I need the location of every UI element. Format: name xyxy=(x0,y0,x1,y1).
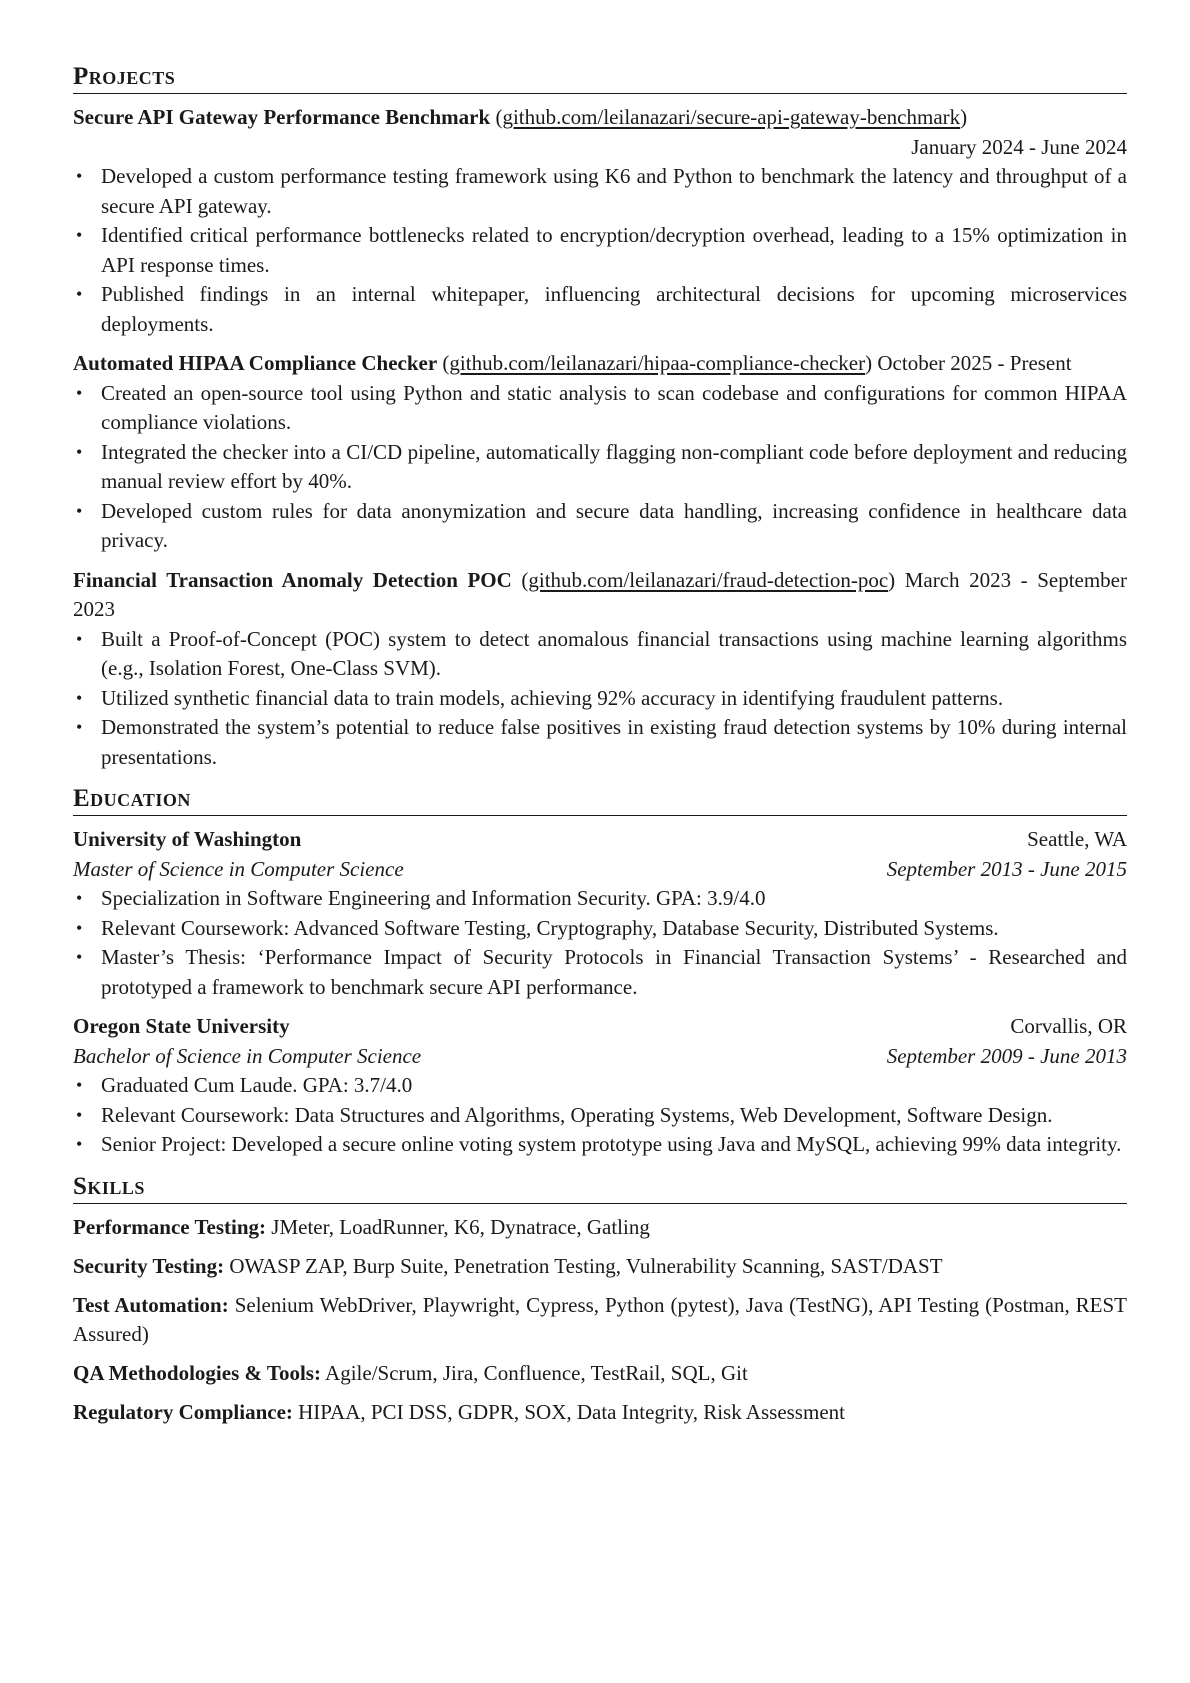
skill-row xyxy=(73,1252,1127,1282)
skill-value: HIPAA, PCI DSS, GDPR, SOX, Data Integrity, Risk Assessment xyxy=(298,1400,845,1424)
project-entry xyxy=(73,103,1127,339)
bullet-item: • Developed a custom performance testing framework using K6 and Python to benchmark the latency and throughput of a secure API gateway. xyxy=(73,162,1127,221)
project-link[interactable]: github.com/leilanazari/fraud-detection-poc xyxy=(528,567,889,592)
education-dates: September 2013 - June 2015 xyxy=(886,856,1127,881)
project-bullets xyxy=(73,162,1127,339)
education-subheader xyxy=(73,1042,1127,1072)
section-title-projects: Projects xyxy=(73,62,1127,94)
skill-row xyxy=(73,1359,1127,1389)
project-header: Financial Transaction Anomaly Detection POC (github.com/leilanazari/fraud-detection-poc) March 2023 - September 2023 xyxy=(73,567,1127,621)
project-name: Financial Transaction Anomaly Detection POC xyxy=(73,567,512,592)
section-title-skills: Skills xyxy=(73,1172,1127,1204)
project-name: Secure API Gateway Performance Benchmark xyxy=(73,105,491,129)
education-subheader xyxy=(73,855,1127,885)
project-link[interactable]: github.com/leilanazari/secure-api-gateway-benchmark xyxy=(502,105,961,129)
education-dates: September 2009 - June 2013 xyxy=(886,1043,1127,1068)
bullet-item: • Graduated Cum Laude. GPA: 3.7/4.0 xyxy=(73,1071,1127,1101)
bullet-item: • Relevant Coursework: Data Structures and Algorithms, Operating Systems, Web Development, Software Design. xyxy=(73,1101,1127,1131)
education-entry xyxy=(73,1012,1127,1160)
degree: Master of Science in Computer Science xyxy=(73,856,404,881)
projects-section xyxy=(73,62,1127,772)
education-bullets xyxy=(73,1071,1127,1160)
skill-value: Selenium WebDriver, Playwright, Cypress, Python (pytest), Java (TestNG), API Testing (Postman, REST Assured) xyxy=(73,1292,1127,1346)
project-date: October 2025 - Present xyxy=(877,351,1072,375)
project-bullets xyxy=(73,379,1127,556)
bullet-item: • Senior Project: Developed a secure online voting system prototype using Java and MySQL, achieving 99% data integrity. xyxy=(73,1130,1127,1160)
project-header: Secure API Gateway Performance Benchmark (github.com/leilanazari/secure-api-gateway-benchmark) January 2024 - June 2024 xyxy=(73,103,1127,162)
resume-page xyxy=(73,62,1127,1440)
bullet-item: • Published findings in an internal whitepaper, influencing architectural decisions for upcoming microservices deployments. xyxy=(73,280,1127,339)
project-date: March 2023 - September 2023 xyxy=(73,567,1127,621)
bullet-item: • Integrated the checker into a CI/CD pipeline, automatically flagging non-compliant code before deployment and reducing manual review effort by 40%. xyxy=(73,438,1127,497)
school-location: Seattle, WA xyxy=(1027,827,1127,851)
bullet-item: • Built a Proof-of-Concept (POC) system to detect anomalous financial transactions using machine learning algorithms (e.g., Isolation Forest, One-Class SVM). xyxy=(73,625,1127,684)
bullet-item: • Master’s Thesis: ‘Performance Impact of Security Protocols in Financial Transaction Systems’ - Researched and prototyped a framework to benchmark secure API performance. xyxy=(73,943,1127,1002)
skill-value: Agile/Scrum, Jira, Confluence, TestRail, SQL, Git xyxy=(325,1361,748,1385)
education-entry xyxy=(73,825,1127,1002)
bullet-item: • Developed custom rules for data anonymization and secure data handling, increasing confidence in healthcare data privacy. xyxy=(73,497,1127,556)
bullet-item: • Specialization in Software Engineering and Information Security. GPA: 3.9/4.0 xyxy=(73,884,1127,914)
skill-label: QA Methodologies & Tools: xyxy=(73,1361,321,1385)
bullet-item: • Created an open-source tool using Python and static analysis to scan codebase and configurations for common HIPAA compliance violations. xyxy=(73,379,1127,438)
bullet-item: • Relevant Coursework: Advanced Software Testing, Cryptography, Database Security, Distributed Systems. xyxy=(73,914,1127,944)
bullet-item: • Utilized synthetic financial data to train models, achieving 92% accuracy in identifying fraudulent patterns. xyxy=(73,684,1127,714)
project-date: January 2024 - June 2024 xyxy=(911,134,1127,159)
project-header: Automated HIPAA Compliance Checker (github.com/leilanazari/hipaa-compliance-checker) October 2025 - Present xyxy=(73,351,1072,375)
bullet-item: • Identified critical performance bottlenecks related to encryption/decryption overhead, leading to a 15% optimization in API response times. xyxy=(73,221,1127,280)
skill-row xyxy=(73,1213,1127,1243)
section-title-education: Education xyxy=(73,784,1127,816)
project-bullets xyxy=(73,625,1127,773)
school-name: University of Washington xyxy=(73,827,302,851)
school-location: Corvallis, OR xyxy=(1010,1014,1127,1038)
education-header xyxy=(73,825,1127,855)
project-name: Automated HIPAA Compliance Checker xyxy=(73,351,438,375)
skills-section xyxy=(73,1172,1127,1428)
project-link[interactable]: github.com/leilanazari/hipaa-compliance-checker xyxy=(449,351,866,375)
project-entry xyxy=(73,349,1127,556)
skill-label: Performance Testing: xyxy=(73,1214,267,1239)
skill-row xyxy=(73,1398,1127,1428)
skill-label: Test Automation: xyxy=(73,1292,229,1317)
skill-label: Security Testing: xyxy=(73,1253,225,1278)
skill-value: OWASP ZAP, Burp Suite, Penetration Testing, Vulnerability Scanning, SAST/DAST xyxy=(229,1253,943,1278)
bullet-item: • Demonstrated the system’s potential to reduce false positives in existing fraud detection systems by 10% during internal presentations. xyxy=(73,713,1127,772)
school-name: Oregon State University xyxy=(73,1014,290,1038)
degree: Bachelor of Science in Computer Science xyxy=(73,1043,422,1068)
education-header xyxy=(73,1012,1127,1042)
education-bullets xyxy=(73,884,1127,1002)
project-entry xyxy=(73,566,1127,773)
skill-row xyxy=(73,1291,1127,1350)
skill-value: JMeter, LoadRunner, K6, Dynatrace, Gatling xyxy=(271,1214,650,1239)
skill-label: Regulatory Compliance: xyxy=(73,1400,293,1424)
education-section xyxy=(73,784,1127,1160)
